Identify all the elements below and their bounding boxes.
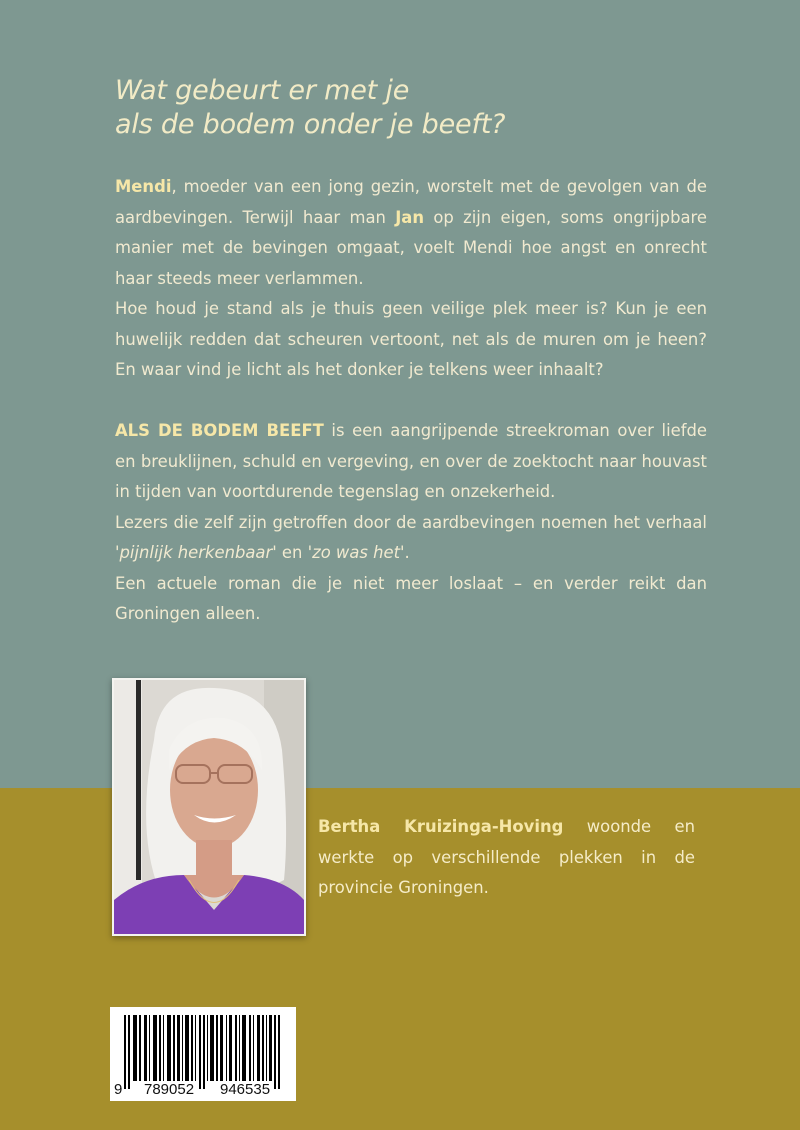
blurb-paragraph-4: Lezers die zelf zijn getroffen door de aardbevingen noemen het verhaal 'pijnlijk herkenbaar' en 'zo was het'. <box>115 512 707 562</box>
blurb-paragraph-1: Mendi, moeder van een jong gezin, worstelt met de gevolgen van de aardbevingen. Terwijl haar man Jan op zijn eigen, soms ongrijpbare manier met de bevingen omgaat, voelt Mendi hoe angst en onrecht haar steeds meer verlammen. <box>115 177 707 288</box>
blurb-paragraph-2: Hoe houd je stand als je thuis geen veilige plek meer is? Kun je een huwelijk redden dat scheuren vertoont, net als de muren om je heen? En waar vind je licht als het donker je telkens weer inhaalt? <box>115 299 707 379</box>
blurb-paragraph-3: ALS DE BODEM BEEFT is een aangrijpende streekroman over liefde en breuklijnen, schuld en vergeving, en over de zoektocht naar houvast in tijden van voortdurende tegenslag en onzekerheid. <box>115 421 707 501</box>
reader-quote-1: pijnlijk herkenbaar <box>119 543 273 562</box>
isbn-barcode <box>110 1007 296 1101</box>
book-title: ALS DE BODEM BEEFT <box>115 421 324 440</box>
blurb-paragraph-5: Een actuele roman die je niet meer loslaat – en verder reikt dan Groningen alleen. <box>115 573 707 623</box>
barcode-first-digit: 9 <box>114 1081 123 1098</box>
author-photo <box>112 678 306 936</box>
reader-quote-2: zo was het <box>312 543 401 562</box>
author-portrait-icon <box>114 680 304 934</box>
barcode-group-1: 789052 <box>144 1081 195 1098</box>
tagline-line2: als de bodem onder je beeft? <box>115 109 506 140</box>
blurb-section-1 <box>115 172 707 386</box>
barcode-group-2: 946535 <box>220 1081 271 1098</box>
author-bio: Bertha Kruizinga-Hoving woonde en werkte op verschillende plekken in de provincie Groningen. <box>318 817 696 897</box>
blurb-section-2 <box>115 416 707 630</box>
tagline-line1: Wat gebeurt er met je <box>115 75 410 106</box>
character-name-mendi: Mendi <box>115 177 172 196</box>
character-name-jan: Jan <box>395 207 425 227</box>
author-name: Bertha Kruizinga-Hoving <box>318 817 564 836</box>
tagline <box>115 74 675 142</box>
